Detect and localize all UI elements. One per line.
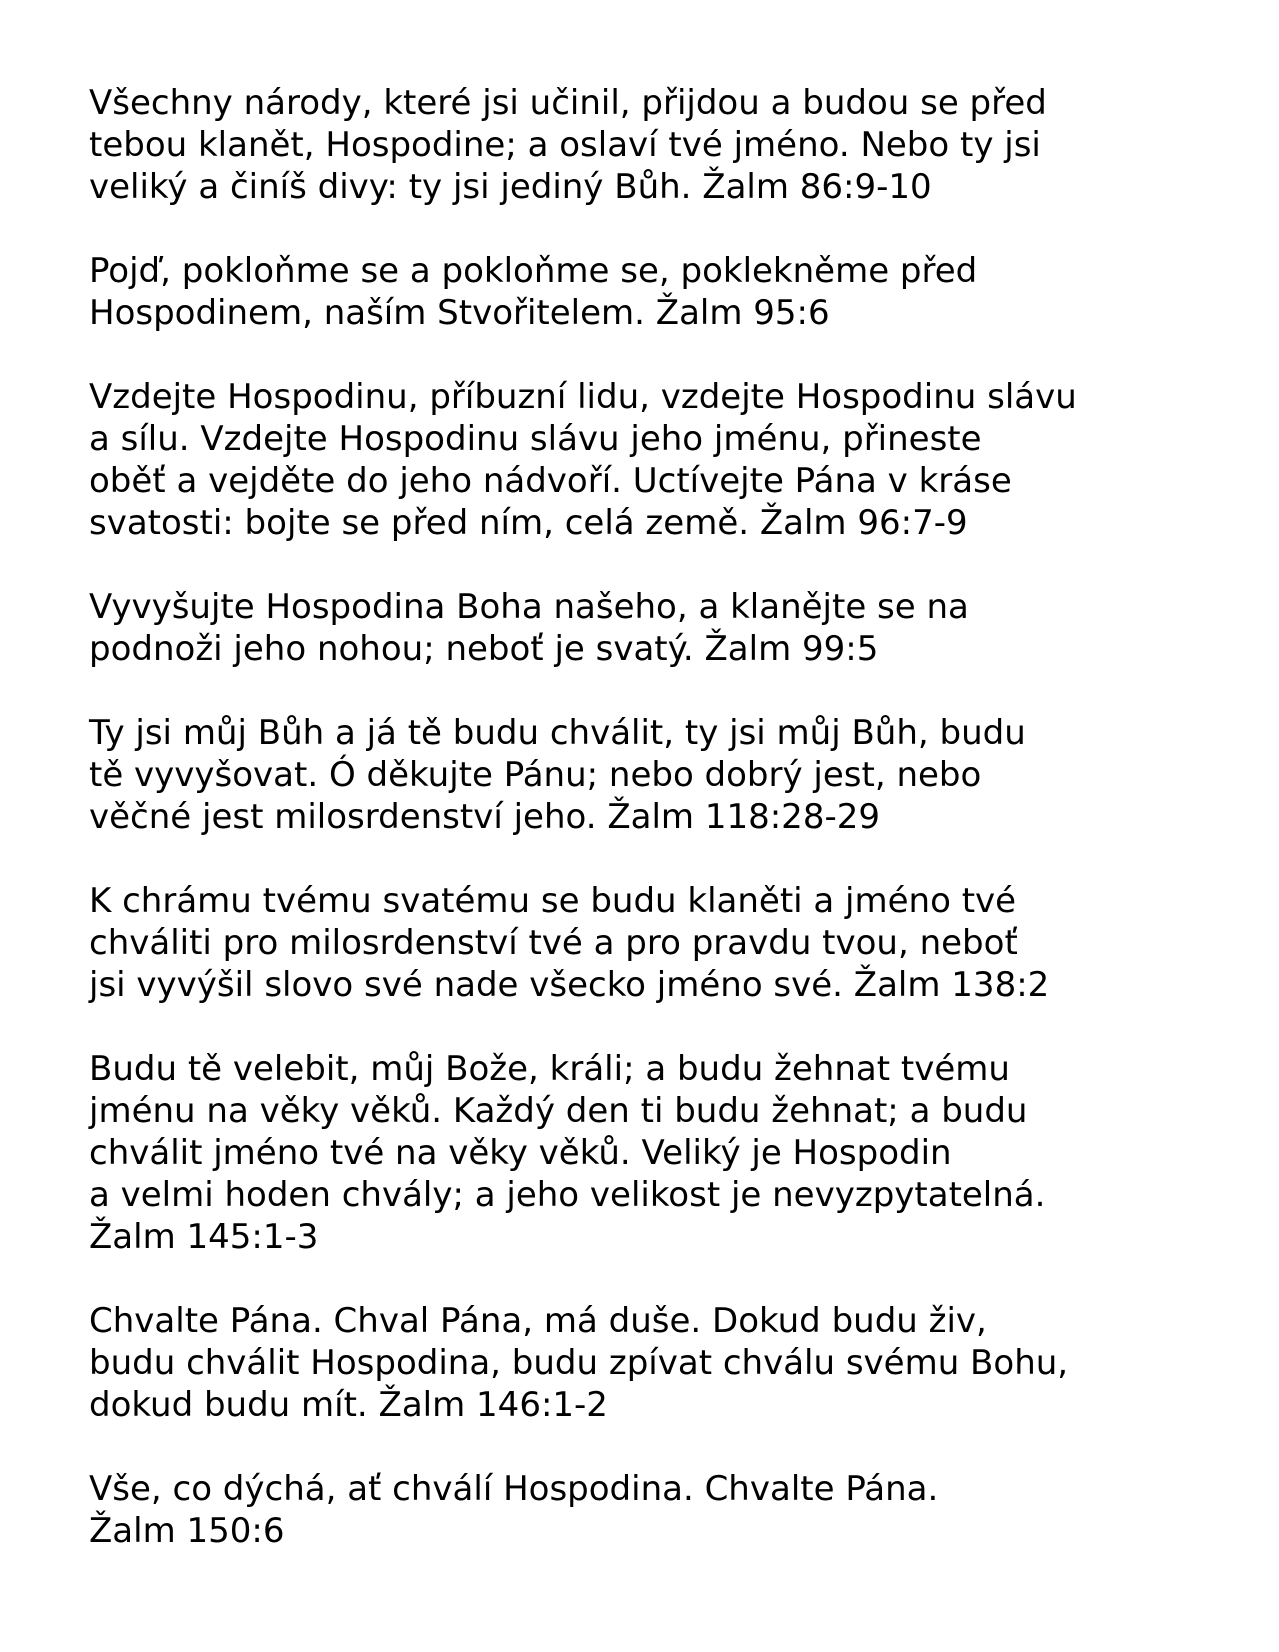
text-line: jsi vyvýšil slovo své nade všecko jméno své. Žalm 138:2 [89, 965, 1050, 1005]
text-line: Ty jsi můj Bůh a já tě budu chválit, ty jsi můj Bůh, budu [89, 713, 1026, 753]
psalm-150-paragraph [89, 1468, 1249, 1552]
text-line: a sílu. Vzdejte Hospodinu slávu jeho jménu, přineste [89, 419, 982, 459]
text-line: Vše, co dýchá, ať chválí Hospodina. Chvalte Pána. [89, 1469, 939, 1509]
text-line: Žalm 145:1-3 [89, 1217, 319, 1257]
text-line: Žalm 150:6 [89, 1511, 285, 1551]
text-line: Chvalte Pána. Chval Pána, má duše. Dokud budu živ, [89, 1301, 987, 1341]
psalm-146-paragraph [89, 1300, 1249, 1426]
psalm-145-paragraph [89, 1048, 1249, 1258]
text-line: oběť a vejděte do jeho nádvoří. Uctívejte Pána v kráse [89, 461, 1012, 501]
text-line: Všechny národy, které jsi učinil, přijdou a budou se před [89, 83, 1047, 123]
text-line: K chrámu tvému svatému se budu klaněti a jméno tvé [89, 881, 1017, 921]
text-line: chváliti pro milosrdenství tvé a pro pravdu tvou, neboť [89, 923, 1018, 963]
psalm-99-paragraph [89, 586, 1249, 670]
text-line: a velmi hoden chvály; a jeho velikost je nevyzpytatelná. [89, 1175, 1046, 1215]
psalm-95-paragraph [89, 250, 1249, 334]
psalm-96-paragraph [89, 376, 1249, 544]
text-line: Vzdejte Hospodinu, příbuzní lidu, vzdejte Hospodinu slávu [89, 377, 1077, 417]
text-line: veliký a činíš divy: ty jsi jediný Bůh. Žalm 86:9-10 [89, 167, 932, 207]
text-line: Pojď, pokloňme se a pokloňme se, poklekněme před [89, 251, 978, 291]
text-line: svatosti: bojte se před ním, celá země. Žalm 96:7-9 [89, 503, 968, 543]
text-line: Vyvyšujte Hospodina Boha našeho, a klanějte se na [89, 587, 969, 627]
psalm-118-paragraph [89, 712, 1249, 838]
text-line: věčné jest milosrdenství jeho. Žalm 118:28-29 [89, 797, 880, 837]
text-line: tebou klanět, Hospodine; a oslaví tvé jméno. Nebo ty jsi [89, 125, 1041, 165]
text-line: chválit jméno tvé na věky věků. Veliký je Hospodin [89, 1133, 952, 1173]
psalm-86-paragraph [89, 82, 1249, 208]
text-line: budu chválit Hospodina, budu zpívat chválu svému Bohu, [89, 1343, 1069, 1383]
text-line: Hospodinem, naším Stvořitelem. Žalm 95:6 [89, 293, 830, 333]
text-line: Budu tě velebit, můj Bože, králi; a budu žehnat tvému [89, 1049, 1010, 1089]
psalm-138-paragraph [89, 880, 1249, 1006]
text-line: podnoži jeho nohou; neboť je svatý. Žalm 99:5 [89, 629, 879, 669]
text-line: dokud budu mít. Žalm 146:1-2 [89, 1385, 608, 1425]
text-line: tě vyvyšovat. Ó děkujte Pánu; nebo dobrý jest, nebo [89, 755, 982, 795]
text-line: jménu na věky věků. Každý den ti budu žehnat; a budu [89, 1091, 1028, 1131]
document-page [89, 82, 1249, 1594]
